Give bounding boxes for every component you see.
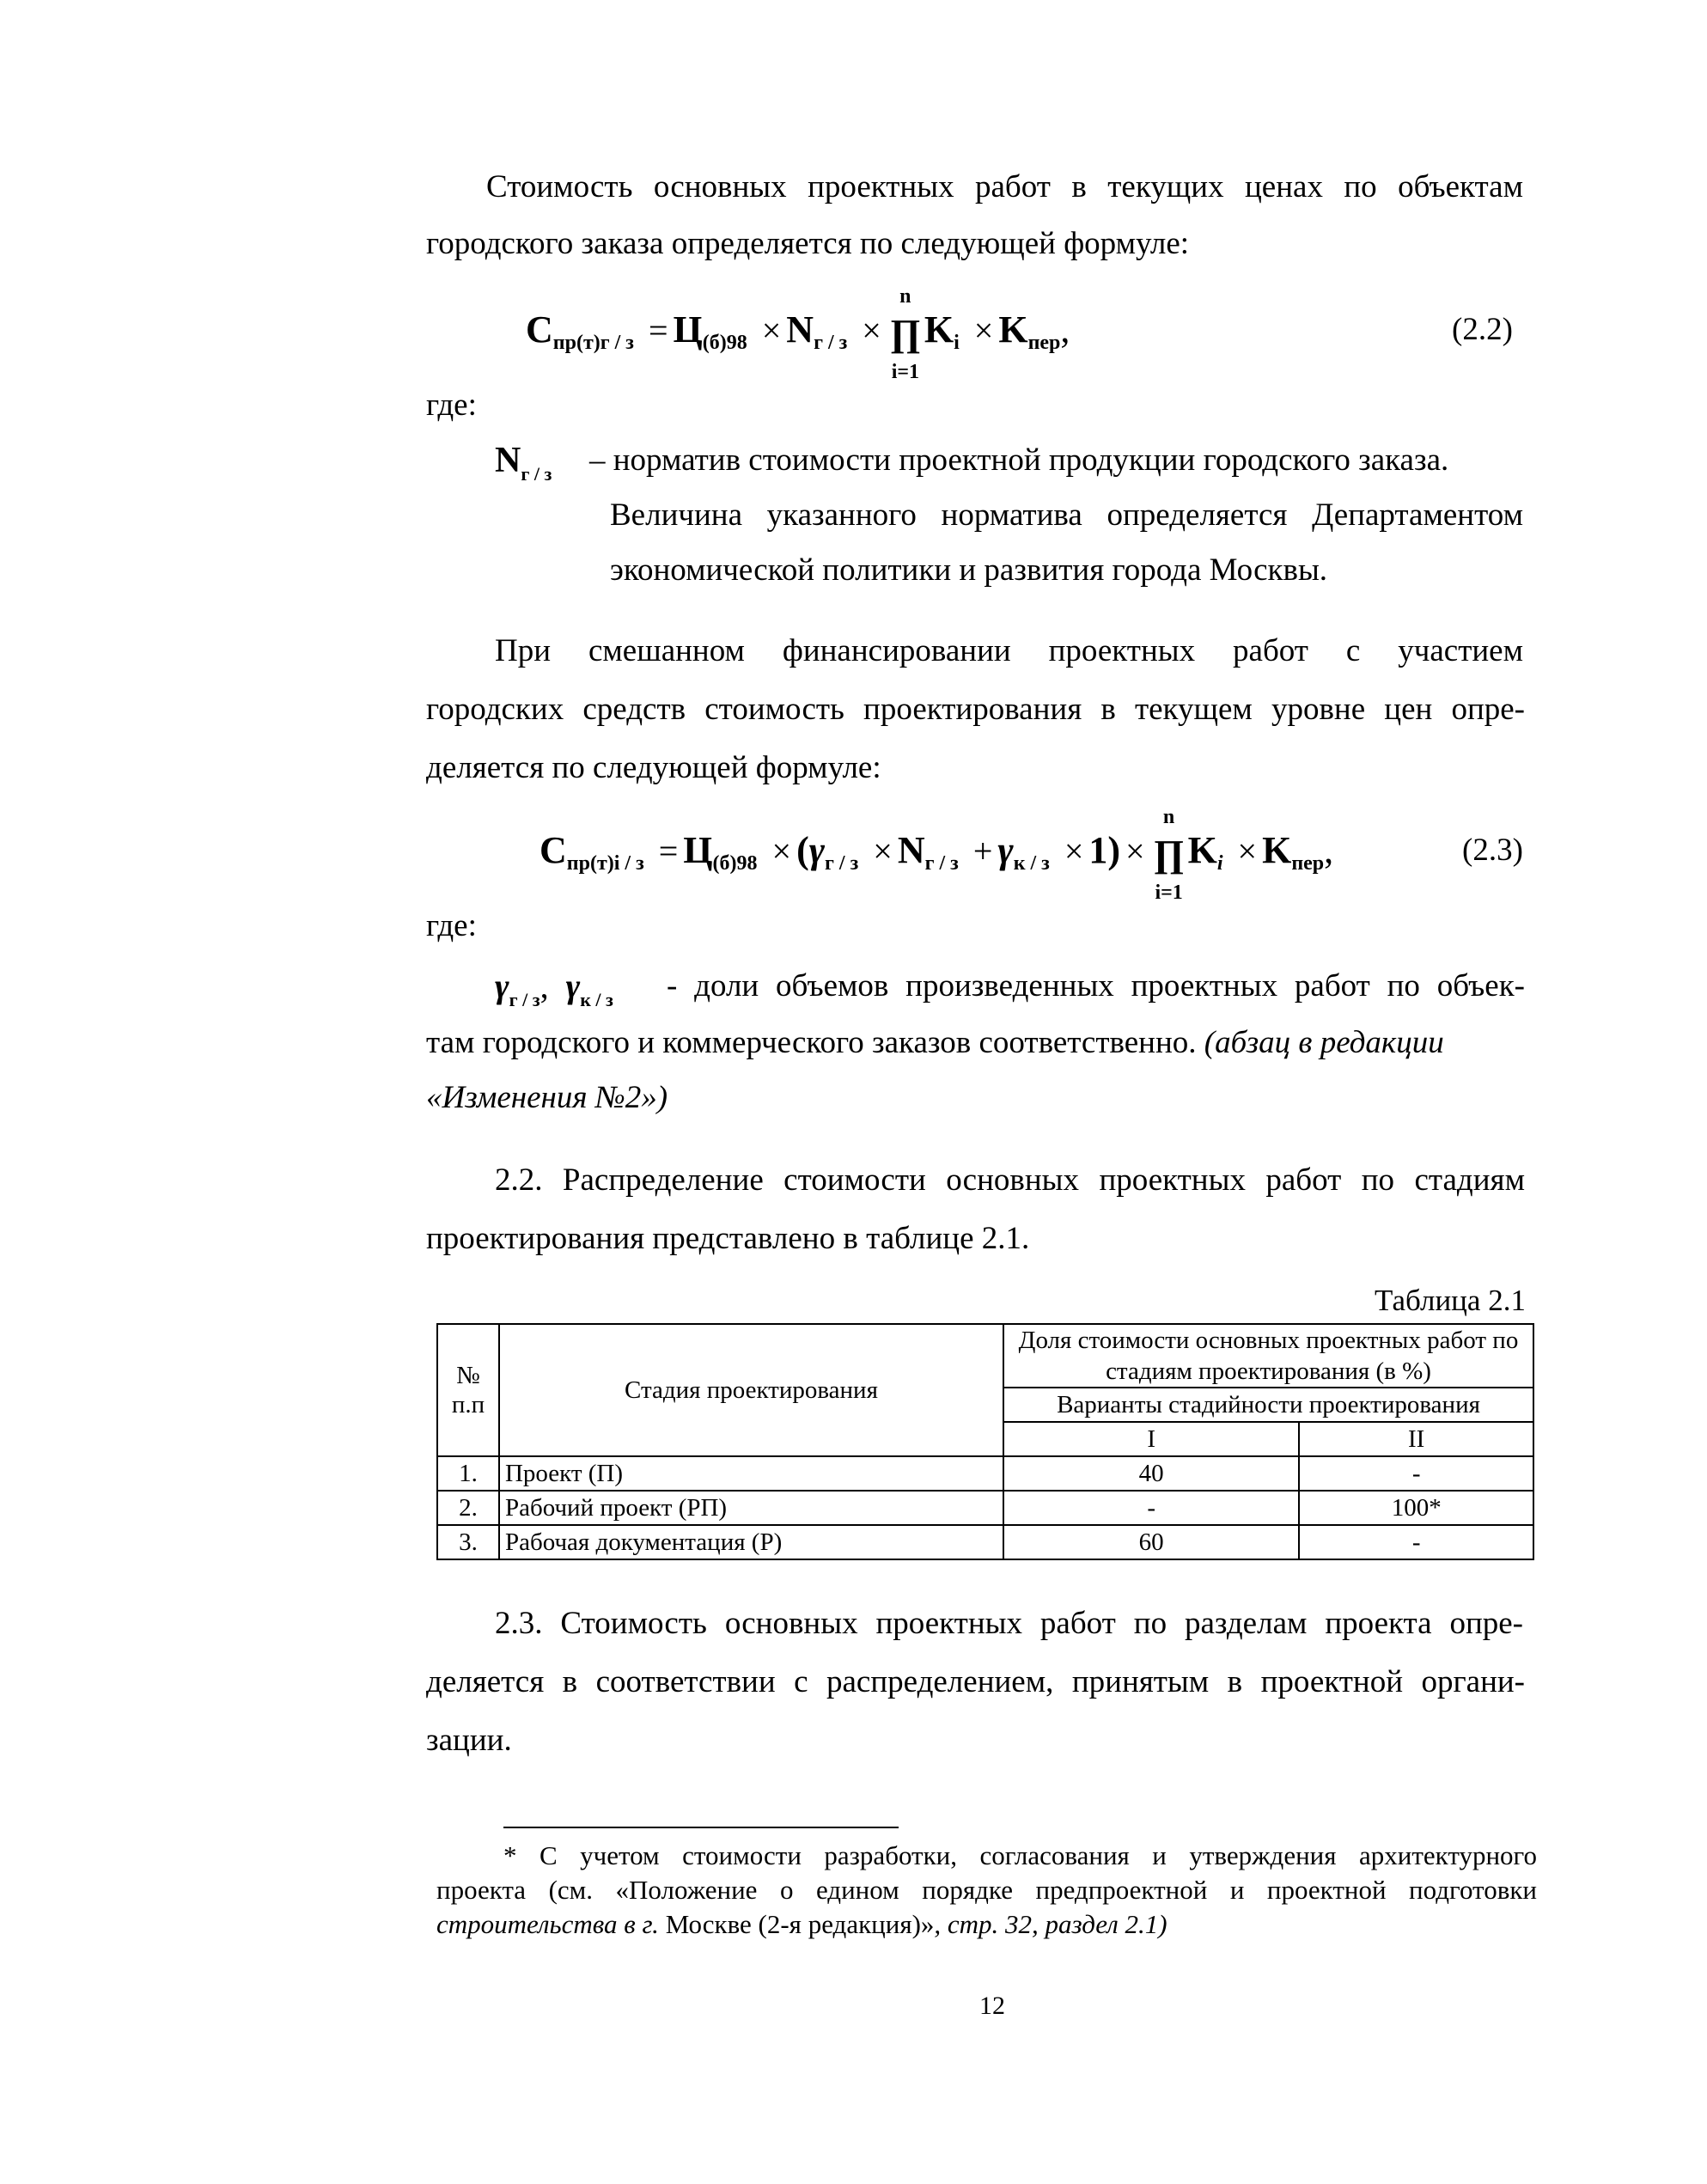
formula-2-3-norm: N [897,829,925,871]
formula-2-3-plus: + [972,832,993,870]
formula-2-3-price-sub: (б)98 [712,852,758,875]
header-variant-2: II [1299,1422,1533,1456]
formula-2-2-k-sub: i [954,332,960,354]
formula-2-3-lhs-sub: пр(т)і / з [566,852,644,875]
formula-2-2-eq: = [648,311,668,350]
formula-2-2-price-sub: (б)98 [702,332,747,354]
row-v2: - [1299,1525,1533,1559]
row-v2: 100* [1299,1491,1533,1525]
header-num: № п.п [437,1324,499,1456]
p2-line3: деляется по следующей формуле: [426,750,881,785]
footnote-line3-italic-a: строительства в г. [436,1909,659,1939]
formula-2-2-kper: K [998,308,1028,351]
formula-2-3-kper-sub: пер [1291,852,1325,875]
p2-line1: При смешанном финансировании проектных работ с участием [495,633,1523,668]
def2-text2 [426,1024,1444,1061]
p3-line2: проектирования представлено в таблице 2.1. [426,1221,1030,1256]
footnote-separator [503,1827,899,1828]
formula-2-3-one: 1 [1088,829,1108,871]
formula-2-3-comma: , [1324,829,1334,871]
formula-2-3-gamma-k: γ [997,829,1014,871]
formula-2-3-norm-sub: г / з [924,852,959,875]
p2-line2: городских средств стоимость проектирования в текущем уровне цен опре- [426,692,1525,727]
def2-g1: γ [495,967,509,1005]
formula-2-2-k: K [924,308,954,351]
def1-text2: Величина указанного норматива определяется Департаментом [610,497,1523,533]
formula-2-2-comma: , [1060,308,1070,351]
formula-2-3-gamma-g: γ [808,829,826,871]
formula-2-3-times-3: × [1064,832,1084,870]
row-num: 1. [437,1456,499,1491]
formula-2-3-prod-lower: i=1 [1155,882,1183,905]
formula-2-3-times-2: × [873,832,893,870]
def2-g1-sub: г / з [509,989,540,1010]
header-stage: Стадия проектирования [499,1324,1003,1456]
formula-2-3-k-sub: i [1216,852,1223,875]
def1-text3: экономической политики и развития города Москвы. [610,552,1328,588]
formula-2-3-lhs: С [540,829,567,871]
formula-2-3-price: Ц [683,829,713,871]
formula-2-2-number: (2.2) [1452,312,1513,347]
footnote-line2: проекта (см. «Положение о едином порядке предпроектной и проектной подготовки [436,1875,1537,1905]
def2-g2: γ [565,967,581,1005]
formula-2-2-prod-upper: n [899,285,911,308]
p4-line3: зации. [426,1723,512,1758]
formula-2-3-open: ( [796,829,809,871]
row-stage: Рабочая документация (Р) [499,1525,1003,1559]
formula-2-2-lhs-sub: пр(т)г / з [552,332,634,354]
formula-2-2-price: Ц [673,308,703,351]
p4-line1: 2.3. Стоимость основных проектных работ по разделам проекта опре- [495,1606,1523,1641]
row-v1: - [1003,1491,1299,1525]
p4-line2: деляется в соответствии с распределением, принятым в проектной органи- [426,1664,1525,1699]
def2-sep: , [540,967,549,1005]
footnote-line3-regular: Москве (2-я редакция)» [665,1909,935,1939]
formula-2-3-number: (2.3) [1462,833,1523,868]
formula-2-2 [526,285,1070,384]
def1-text1: – норматив стоимости проектной продукции городского заказа. [589,442,1449,478]
formula-2-2-prod-lower: i=1 [891,361,920,384]
row-stage: Рабочий проект (РП) [499,1491,1003,1525]
formula-2-2-times-3: × [973,311,994,350]
table-caption: Таблица 2.1 [1375,1284,1526,1317]
formula-2-3 [540,806,1334,905]
row-v1: 60 [1003,1525,1299,1559]
row-stage: Проект (П) [499,1456,1003,1491]
page-number: 12 [979,1992,1005,2020]
table-row [437,1491,1533,1525]
row-num: 2. [437,1491,499,1525]
def2-symbols [495,966,613,1011]
formula-2-3-prod-upper: n [1162,806,1175,829]
formula-2-3-product [1150,806,1188,905]
footnote-line3 [436,1909,1167,1940]
formula-2-3-close: ) [1107,829,1121,871]
formula-2-3-times-4: × [1125,832,1145,870]
table-header-row-1 [437,1324,1533,1388]
formula-2-2-product [887,285,924,384]
row-num: 3. [437,1525,499,1559]
footnote-line3-italic-c: , стр. 32, раздел 2.1) [934,1909,1167,1939]
formula-2-2-kper-sub: пер [1027,332,1061,354]
p3-line1: 2.2. Распределение стоимости основных проектных работ по стадиям [495,1162,1525,1198]
row-v1: 40 [1003,1456,1299,1491]
p1-line2: городского заказа определяется по следующей формуле: [426,226,1190,261]
def2-text2-regular: там городского и коммерческого заказов соответственно. [426,1025,1197,1060]
row-v2: - [1299,1456,1533,1491]
product-symbol: ∏ [1153,833,1185,875]
product-symbol: ∏ [889,312,921,355]
formula-2-3-gamma-g-sub: г / з [825,852,859,875]
where-label-2: где: [426,908,477,943]
def1-sym: N [495,441,521,480]
table-row [437,1456,1533,1491]
def1-sym-sub: г / з [521,463,552,485]
header-variants: Варианты стадийности проектирования [1003,1388,1533,1422]
table-row [437,1525,1533,1559]
formula-2-2-norm-sub: г / з [814,332,848,354]
formula-2-2-times-2: × [862,311,881,350]
formula-2-3-kper: K [1262,829,1292,871]
formula-2-3-times-5: × [1237,832,1258,870]
formula-2-2-times-1: × [761,311,782,350]
formula-2-2-norm: N [786,308,814,351]
def2-text1: - доли объемов произведенных проектных работ по объек- [667,968,1525,1004]
formula-2-3-k: K [1187,829,1217,871]
def2-text2-italic: (абзац в редакции [1204,1025,1444,1060]
formula-2-3-gamma-k-sub: к / з [1013,852,1050,875]
footnote-line1: * С учетом стоимости разработки, согласования и утверждения архитектурного [503,1840,1537,1870]
stage-distribution-table [436,1323,1534,1560]
def2-text3-italic: «Изменения №2») [426,1080,668,1115]
formula-2-2-lhs: С [526,308,553,351]
def2-g2-sub: к / з [580,989,613,1010]
header-share: Доля стоимости основных проектных работ по стадиям проектирования (в %) [1003,1324,1533,1388]
def1-symbol [495,440,552,485]
p1-line1: Стоимость основных проектных работ в текущих ценах по объектам [486,169,1523,204]
formula-2-3-eq: = [658,832,679,870]
header-variant-1: I [1003,1422,1299,1456]
where-label-1: где: [426,387,477,423]
formula-2-3-times-1: × [771,832,792,870]
